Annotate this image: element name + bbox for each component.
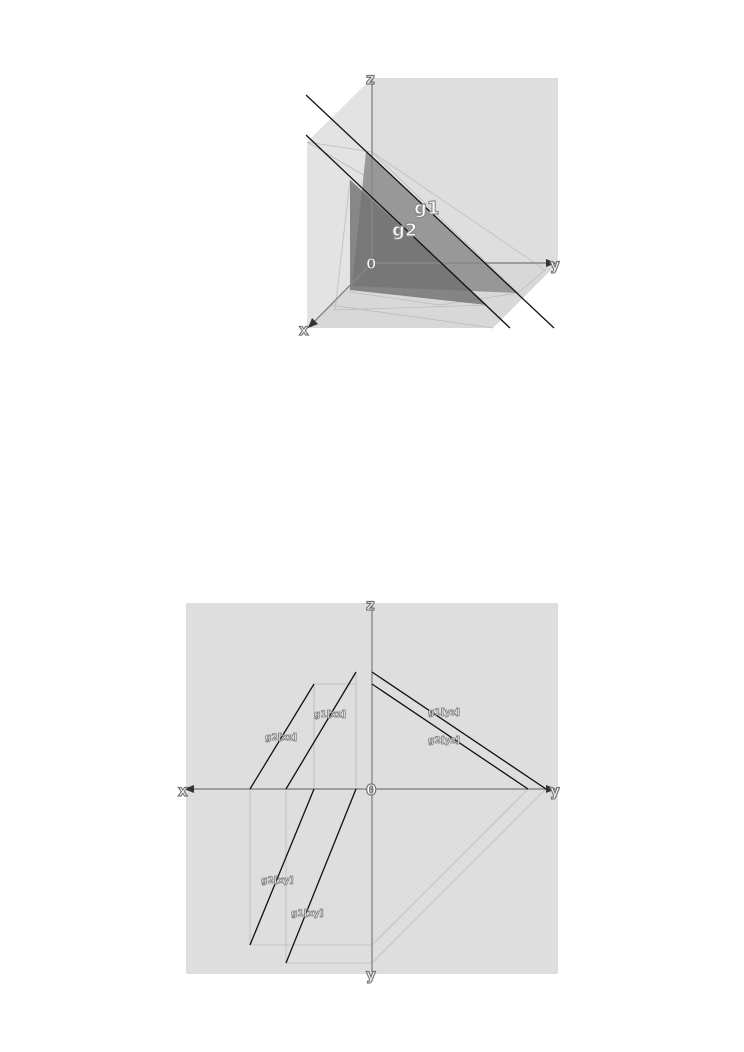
projection-y-label-bottom: y bbox=[366, 966, 376, 984]
line-g2-label: g2 bbox=[392, 220, 418, 241]
figure-3d bbox=[299, 70, 560, 339]
label-g2-yz: g2[yz] bbox=[428, 736, 461, 746]
label-g1-yz: g1[yz] bbox=[428, 708, 461, 718]
label-g1-xy: g1[xy] bbox=[291, 909, 324, 919]
projection-x-label: x bbox=[178, 782, 188, 800]
origin-label: 0 bbox=[366, 255, 377, 273]
x-axis-label: x bbox=[299, 321, 309, 339]
label-g2-xz: g2[xz] bbox=[265, 733, 297, 743]
projection-z-label: z bbox=[366, 596, 375, 614]
projection-y-label-right: y bbox=[550, 782, 560, 800]
label-g1-xz: g1[xz] bbox=[314, 710, 346, 720]
figure-projection bbox=[178, 596, 560, 984]
label-g2-xy: g2[xy] bbox=[261, 876, 294, 886]
line-g1-label: g1 bbox=[414, 198, 440, 219]
projection-origin-label: 0 bbox=[366, 781, 377, 799]
y-axis-label: y bbox=[550, 256, 560, 274]
z-axis-label: z bbox=[366, 70, 375, 88]
